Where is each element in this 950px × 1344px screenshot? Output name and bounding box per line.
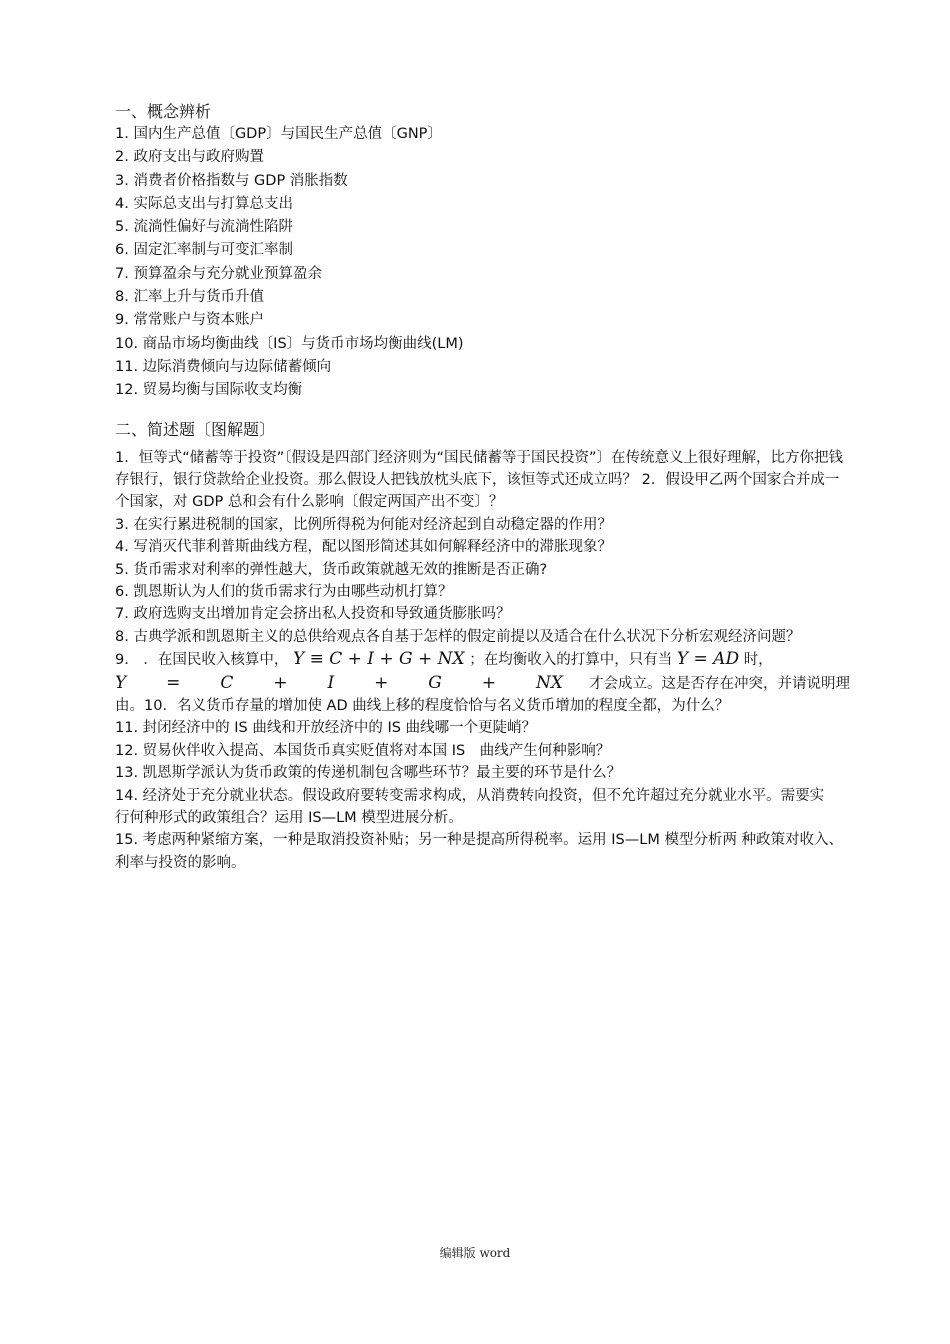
concept-list (115, 123, 850, 403)
equation (115, 672, 563, 694)
question-13: 13. 凯恩斯学派认为货币政策的传递机制包含哪些环节？最主要的环节是什么？ (115, 765, 622, 782)
question-11: 11. 封闭经济中的 IS 曲线和开放经济中的 IS 曲线哪一个更陡峭？ (115, 720, 537, 737)
section2-title: 二、简述题〔图解题〕 (115, 419, 276, 439)
page-footer: 编辑版 word (439, 1246, 511, 1260)
list-item: 5. 流淌性偏好与流淌性陷阱 (115, 219, 293, 236)
eq-term: I (327, 672, 335, 693)
list-item: 8. 汇率上升与货币升值 (115, 289, 264, 306)
list-item: 7. 预算盈余与充分就业预算盈余 (115, 265, 322, 282)
document-body (115, 100, 850, 874)
section1-title: 一、概念辨析 (115, 102, 212, 121)
q9-after-cond: 时， (743, 652, 773, 669)
eq-term: Y (115, 672, 127, 693)
q9-prefix: 9. ．在国民收入核算中， (115, 652, 289, 669)
question-14: 14. 经济处于充分就业状态。假设政府要转变需求构成，从消费转向投资，但不允许超过充分就业水平。需要实行何种形式的政策组合？运用 IS—LM 模型进展分析。 (115, 787, 825, 827)
eq-term: + (273, 672, 288, 693)
list-item: 4. 实际总支出与打算总支出 (115, 195, 293, 212)
question-6: 6. 凯恩斯认为人们的货币需求行为由哪些动机打算？ (115, 584, 453, 600)
eq-term: G (428, 672, 442, 693)
question-7: 7. 政府选购支出增加肯定会挤出私人投资和导致通货膨胀吗？ (115, 606, 511, 623)
question-1-2: 1．恒等式“储蓄等于投资”〔假设是四部门经济则为“国民储蓄等于国民投资”〕在传统意义上很好理解，比方你把钱存银行，银行贷款给企业投资。那么假设人把钱放枕头底下，该恒等式还成立吗？ 2．假设甲乙两个国家合并成一个国家，对 GDP 总和会有什么影响〔假定两国产出不变〕？ (115, 449, 844, 511)
list-item: 6. 固定汇率制与可变汇率制 (115, 242, 293, 259)
question-3: 3. 在实行累进税制的国家，比例所得税为何能对经济起到自动稳定器的作用？ (115, 516, 612, 533)
question-5: 5. 货币需求对利率的弹性越大，货币政策就越无效的推断是否正确? (115, 561, 548, 578)
list-item: 12. 贸易均衡与国际收支均衡 (115, 382, 303, 399)
eq-term: + (374, 672, 389, 693)
list-item: 1. 国内生产总值〔GDP〕与国民生产总值〔GNP〕 (115, 126, 442, 142)
q9-tail: 才会成立。这是否存在冲突，并请说明理 (589, 675, 850, 692)
question-8: 8. 古典学派和凯恩斯主义的总供给观点各自基于怎样的假定前提以及适合在什么状况下分析宏观经济问题？ (115, 628, 801, 645)
eq-term: NX (535, 672, 563, 693)
equilibrium-condition: Y = AD (676, 649, 740, 670)
question-9-10: 由。10．名义货币存量的增加使 AD 曲线上移的程度恰恰与名义货币增加的程度全都，为什么？ (115, 698, 730, 715)
question-4: 4. 写消灭代菲利普斯曲线方程，配以图形简述其如何解释经济中的滞胀现象？ (115, 539, 612, 556)
eq-term: = (166, 672, 181, 693)
identity-formula: Y ≡ C + I + G + NX (292, 649, 465, 670)
question-12: 12. 贸易伙伴收入提高、本国货币真实贬值将对本国 IS 曲线产生何种影响？ (115, 742, 611, 759)
eq-term: + (481, 672, 497, 693)
list-item: 10. 商品市场均衡曲线〔IS〕与货币市场均衡曲线(LM) (115, 335, 464, 352)
q9-mid: ；在均衡收入的打算中，只有当 (469, 652, 673, 669)
list-item: 11. 边际消费倾向与边际储蓄倾向 (115, 358, 332, 375)
question-9-line1 (115, 648, 850, 671)
eq-term: C (220, 672, 234, 693)
question-9-line2 (115, 672, 850, 695)
list-item: 2. 政府支出与政府购置 (115, 149, 264, 166)
list-item: 3. 消费者价格指数与 GDP 消胀指数 (115, 172, 348, 189)
list-item: 9. 常常账户与资本账户 (115, 312, 264, 329)
question-15: 15. 考虑两种紧缩方案，一种是取消投资补贴；另一种是提高所得税率。运用 IS—LM 模型分析两 种政策对收入、利率与投资的影响。 (115, 832, 844, 871)
